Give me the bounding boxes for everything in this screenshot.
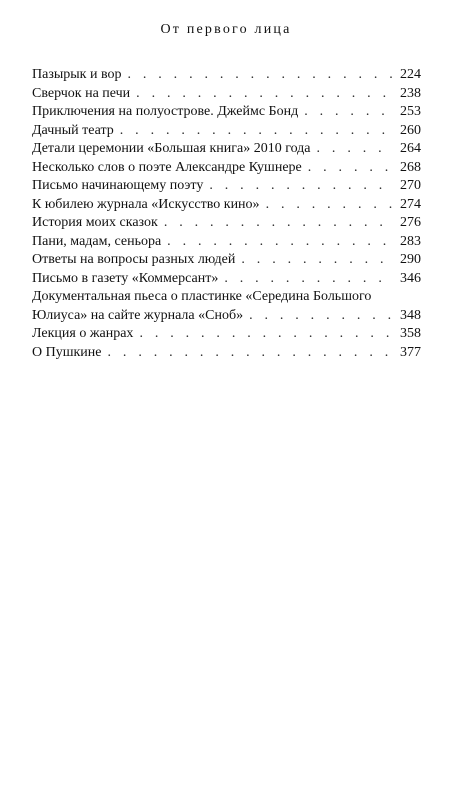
leader-dots (308, 159, 393, 178)
toc-entry-title-line1: Документальная пьеса о пластинке «Середина Большого (32, 289, 372, 304)
toc-entry-page: 346 (400, 270, 421, 286)
toc-entry[interactable] (32, 103, 421, 122)
toc-entry[interactable] (32, 214, 421, 233)
toc-entry-title: Лекция о жанрах (32, 326, 134, 341)
toc-entry-page: 377 (400, 344, 421, 360)
toc-entry-page: 264 (400, 141, 421, 156)
toc-entry-title: Сверчок на печи (32, 85, 131, 101)
toc-entry[interactable] (32, 288, 421, 325)
toc-entry-page: 238 (400, 85, 421, 101)
toc-entry-title: Дачный театр (32, 122, 114, 138)
leader-dots (304, 103, 393, 122)
toc-entry[interactable] (32, 177, 421, 196)
toc-entry-title: Письмо в газету «Коммерсант» (32, 270, 219, 286)
toc-entry[interactable] (32, 325, 421, 344)
toc-entry-title: Пазырык и вор (32, 67, 122, 82)
toc-entry-title: Приключения на полуострове. Джеймс Бонд (32, 104, 299, 119)
toc-entry-title: К юбилею журнала «Искусство кино» (32, 196, 260, 212)
toc-entry-title: Пани, мадам, сеньора (32, 233, 162, 249)
toc-entry-title: Ответы на вопросы разных людей (32, 252, 236, 267)
leader-dots (209, 177, 393, 196)
leader-dots (136, 85, 393, 104)
toc-entry-page: 358 (400, 326, 421, 341)
toc-entry-page: 270 (400, 178, 421, 193)
toc-entry[interactable] (32, 270, 421, 289)
leader-dots (241, 251, 393, 270)
leader-dots (108, 344, 393, 363)
toc-entry-title: О Пушкине (32, 344, 102, 360)
leader-dots (224, 270, 393, 289)
toc-entry[interactable] (32, 66, 421, 85)
toc-entry-page: 283 (400, 233, 421, 249)
toc-entry-page: 290 (400, 252, 421, 267)
leader-dots (249, 307, 393, 326)
leader-dots (266, 196, 393, 215)
toc-entry-title-line2: Юлиуса» на сайте журнала «Сноб» (32, 307, 244, 323)
toc-entry-page: 274 (400, 196, 421, 212)
toc-entry-page: 260 (400, 122, 421, 138)
leader-dots (139, 325, 393, 344)
toc-entry-title: Детали церемонии «Большая книга» 2010 года (32, 141, 311, 156)
toc-entry[interactable] (32, 251, 421, 270)
leader-dots (127, 66, 393, 85)
toc-entry[interactable] (32, 344, 421, 363)
toc-entry[interactable] (32, 233, 421, 252)
toc-entry[interactable] (32, 122, 421, 141)
toc-entry-title: История моих сказок (32, 215, 158, 230)
leader-dots (317, 140, 393, 159)
toc-entry[interactable] (32, 196, 421, 215)
toc-entry-page: 348 (400, 307, 421, 323)
toc-entry-title: Несколько слов о поэте Александре Кушнере (32, 159, 302, 175)
toc-entry[interactable] (32, 85, 421, 104)
leader-dots (167, 233, 393, 252)
toc-entry[interactable] (32, 140, 421, 159)
toc-entry-page: 253 (400, 104, 421, 119)
toc-entry-page: 276 (400, 215, 421, 230)
leader-dots (164, 214, 393, 233)
toc-entry-page: 268 (400, 159, 421, 175)
table-of-contents (32, 66, 421, 362)
leader-dots (120, 122, 393, 141)
toc-entry-page: 224 (400, 67, 421, 82)
running-head: От первого лица (160, 22, 292, 37)
toc-entry[interactable] (32, 159, 421, 178)
toc-entry-title: Письмо начинающему поэту (32, 178, 204, 193)
